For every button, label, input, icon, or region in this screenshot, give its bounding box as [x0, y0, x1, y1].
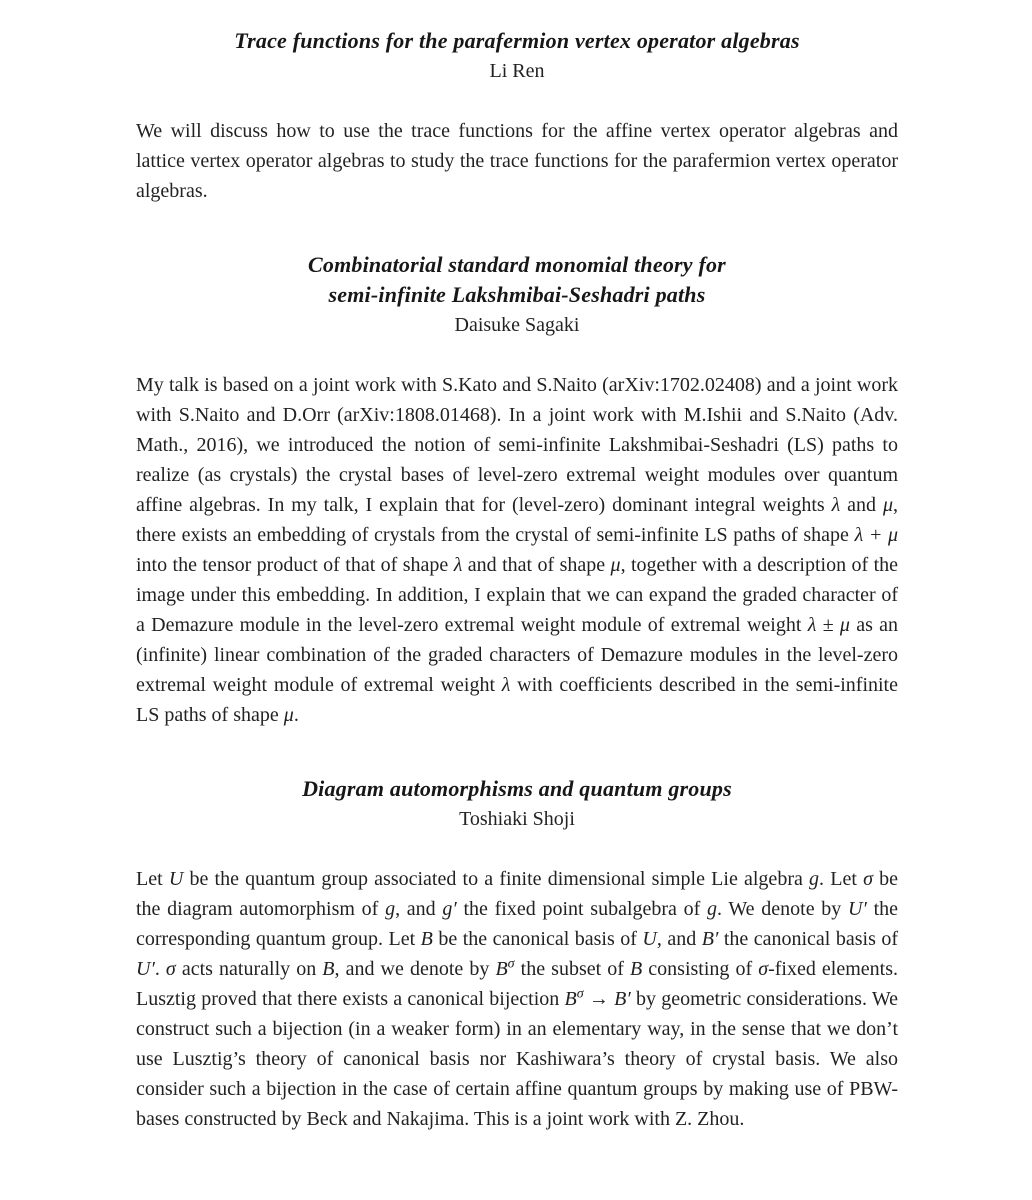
- abstract-body: Let U be the quantum group associated to a finite dimensional simple Lie algebra g. Let σ be the diagram automorphism of g, and g′ the fixed point subalgebra of g. We denote by U′ the corresponding quantum group. Let B be the canonical basis of U, and B′ the canonical basis of U′. σ acts naturally on B, and we denote by $B^\sigma$ the subset of B consisting of σ-fixed elements. Lusztig proved that there exists a canonical bijection $B^\sigma \to B'$ by geometric considerations. We construct such a bijection (in a weaker form) in an elementary way, in the sense that we don’t use Lusztig’s theory of canonical basis nor Kashiwara’s theory of crystal basis. We also consider such a bijection in the case of certain affine quantum groups by making use of PBW-bases constructed by Beck and Nakajima. This is a joint work with Z. Zhou.: [136, 868, 899, 1130]
- abstract-title-line: Trace functions for the parafermion vertex operator algebras: [234, 28, 800, 53]
- abstract-trace-functions: [136, 26, 898, 206]
- abstract-author: Li Ren: [489, 60, 545, 82]
- abstract-title: [136, 26, 898, 56]
- abstract-body: We will discuss how to use the trace functions for the affine vertex operator algebras and lattice vertex operator algebras to study the trace functions for the parafermion vertex operator algebras.: [136, 120, 898, 202]
- abstract-author: Daisuke Sagaki: [454, 314, 580, 336]
- abstract-body: My talk is based on a joint work with S.Kato and S.Naito (arXiv:1702.02408) and a joint work with S.Naito and D.Orr (arXiv:1808.01468). In a joint work with M.Ishii and S.Naito (Adv. Math., 2016), we introduced the notion of semi-infinite Lakshmibai-Seshadri (LS) paths to realize (as crystals) the crystal bases of level-zero extremal weight modules over quantum affine algebras. In my talk, I explain that for (level-zero) dominant integral weights λ and μ, there exists an embedding of crystals from the crystal of semi-infinite LS paths of shape λ + μ into the tensor product of that of shape λ and that of shape μ, together with a description of the image under this embedding. In addition, I explain that we can expand the graded character of a Demazure module in the level-zero extremal weight module of extremal weight λ ± μ as an (infinite) linear combination of the graded characters of Demazure modules in the level-zero extremal weight module of extremal weight λ with coefficients described in the semi-infinite LS paths of shape μ.: [136, 374, 899, 726]
- abstract-title: [136, 774, 898, 804]
- abstract-combinatorial-monomial: [136, 250, 898, 730]
- abstract-diagram-automorphisms: [136, 774, 898, 1134]
- abstract-title-line: Combinatorial standard monomial theory for: [308, 252, 726, 277]
- abstract-author: Toshiaki Shoji: [459, 808, 575, 830]
- abstract-title-line: semi-infinite Lakshmibai-Seshadri paths: [328, 282, 706, 307]
- abstract-title-line: Diagram automorphisms and quantum groups: [302, 776, 732, 801]
- abstract-title: [136, 250, 898, 310]
